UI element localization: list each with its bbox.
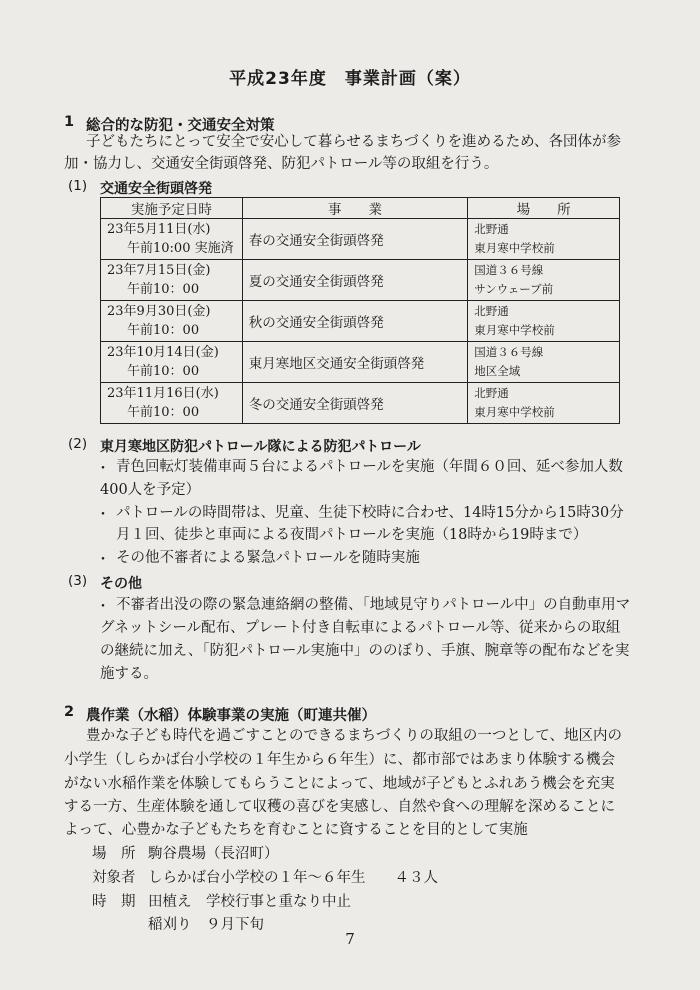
subsection-2-number: (2) — [68, 436, 88, 452]
other-line-4: 施する。 — [100, 666, 158, 682]
patrol-bullet-2-line-1: パトロールの時間帯は、児童、生徒下校時に合わせ、14時15分から15時30分 — [116, 505, 624, 521]
detail-label-period: 時 期 — [92, 894, 136, 910]
bullet-marker: ・ — [96, 599, 110, 615]
event-cell: 東月寒地区交通安全街頭啓発 — [242, 342, 467, 383]
page-number: 7 — [345, 930, 355, 948]
date-cell: 23年11月16日(水) 午前10：00 — [101, 383, 243, 424]
page-title: 平成23年度 事業計画（案） — [229, 69, 471, 89]
table-row — [101, 260, 620, 301]
table-row — [101, 342, 620, 383]
column-header-date: 実施予定日時 — [101, 198, 243, 219]
bullet-marker: ・ — [96, 461, 110, 477]
section-2-heading: 農作業（水稲）体験事業の実施（町連共催） — [86, 708, 376, 724]
patrol-bullet-3-line-1: その他不審者による緊急パトロールを随時実施 — [116, 550, 420, 566]
subsection-3-number: (3) — [68, 573, 88, 589]
place-cell: 北野通 東月寒中学校前 — [468, 383, 620, 424]
section-1-intro-line-1: 子どもたちにとって安全で安心して暮らせるまちづくりを進めるため、各団体が参 — [86, 134, 622, 150]
detail-value-target: しらかば台小学校の１年～６年生 ４３人 — [148, 870, 438, 886]
place-cell: 北野通 東月寒中学校前 — [468, 219, 620, 260]
detail-label-place: 場 所 — [92, 846, 136, 862]
traffic-safety-schedule-table — [100, 197, 620, 424]
detail-value-period-2: 稲刈り ９月下旬 — [148, 917, 264, 933]
subsection-1-number: (1) — [68, 178, 88, 194]
other-line-1: 不審者出没の際の緊急連絡網の整備、「地域見守りパトロール中」の自動車用マ — [116, 597, 631, 613]
section-2-line-5: よって、心豊かな子どもたちを育むことに資することを目的として実施 — [64, 822, 528, 838]
patrol-bullet-1-line-2: 400人を予定） — [100, 482, 201, 498]
bullet-marker: ・ — [96, 552, 110, 568]
column-header-place: 場 所 — [468, 198, 620, 219]
date-cell: 23年9月30日(金) 午前10：00 — [101, 301, 243, 342]
date-cell: 23年5月11日(水) 午前10:00 実施済 — [101, 219, 243, 260]
date-cell: 23年10月14日(金) 午前10：00 — [101, 342, 243, 383]
section-2-line-4: する一方、生産体験を通して収穫の喜びを実感し、自然や食への理解を深めることに — [64, 799, 615, 815]
other-line-2: グネットシール配布、プレート付き自転車によるパトロール等、従来からの取組 — [100, 620, 621, 636]
section-1-intro-line-2: 加・協力し、交通安全街頭啓発、防犯パトロール等の取組を行う。 — [64, 156, 499, 172]
detail-value-place: 駒谷農場（長沼町） — [148, 846, 279, 862]
event-cell: 秋の交通安全街頭啓発 — [242, 301, 467, 342]
subsection-2-heading: 東月寒地区防犯パトロール隊による防犯パトロール — [100, 439, 421, 455]
section-1-number: 1 — [64, 114, 75, 130]
place-cell: 国道３６号線 サンウェーブ前 — [468, 260, 620, 301]
detail-label-target: 対象者 — [92, 870, 136, 886]
event-cell: 春の交通安全街頭啓発 — [242, 219, 467, 260]
event-cell: 夏の交通安全街頭啓発 — [242, 260, 467, 301]
section-2-number: 2 — [64, 704, 75, 720]
section-1-heading: 総合的な防犯・交通安全対策 — [86, 118, 275, 134]
section-2-line-1: 豊かな子ども時代を過ごすことのできるまちづくりの取組の一つとして、地区内の — [86, 728, 623, 744]
detail-value-period-1: 田植え 学校行事と重なり中止 — [148, 894, 351, 910]
table-header-row — [101, 198, 620, 219]
place-cell: 国道３６号線 地区全域 — [468, 342, 620, 383]
subsection-3-heading: その他 — [100, 576, 142, 592]
table-row — [101, 383, 620, 424]
table-row — [101, 301, 620, 342]
place-cell: 北野通 東月寒中学校前 — [468, 301, 620, 342]
section-2-line-3: がない水稲作業を体験してもらうことによって、地域が子どもとふれあう機会を充実 — [64, 776, 615, 792]
date-cell: 23年7月15日(金) 午前10：00 — [101, 260, 243, 301]
event-cell: 冬の交通安全街頭啓発 — [242, 383, 467, 424]
bullet-marker: ・ — [96, 507, 110, 523]
table-row — [101, 219, 620, 260]
section-2-line-2: 小学生（しらかば台小学校の１年生から６年生）に、都市部ではあまり体験する機会 — [64, 752, 615, 768]
patrol-bullet-1-line-1: 青色回転灯装備車両５台によるパトロールを実施（年間６０回、延べ参加人数 — [116, 459, 623, 475]
column-header-event: 事 業 — [242, 198, 467, 219]
subsection-1-heading: 交通安全街頭啓発 — [100, 181, 212, 197]
other-line-3: の継続に加え、「防犯パトロール実施中」ののぼり、手旗、腕章等の配布などを実 — [100, 643, 630, 659]
patrol-bullet-2-line-2: 月１回、徒歩と車両による夜間パトロールを実施（18時から19時まで） — [116, 527, 588, 543]
